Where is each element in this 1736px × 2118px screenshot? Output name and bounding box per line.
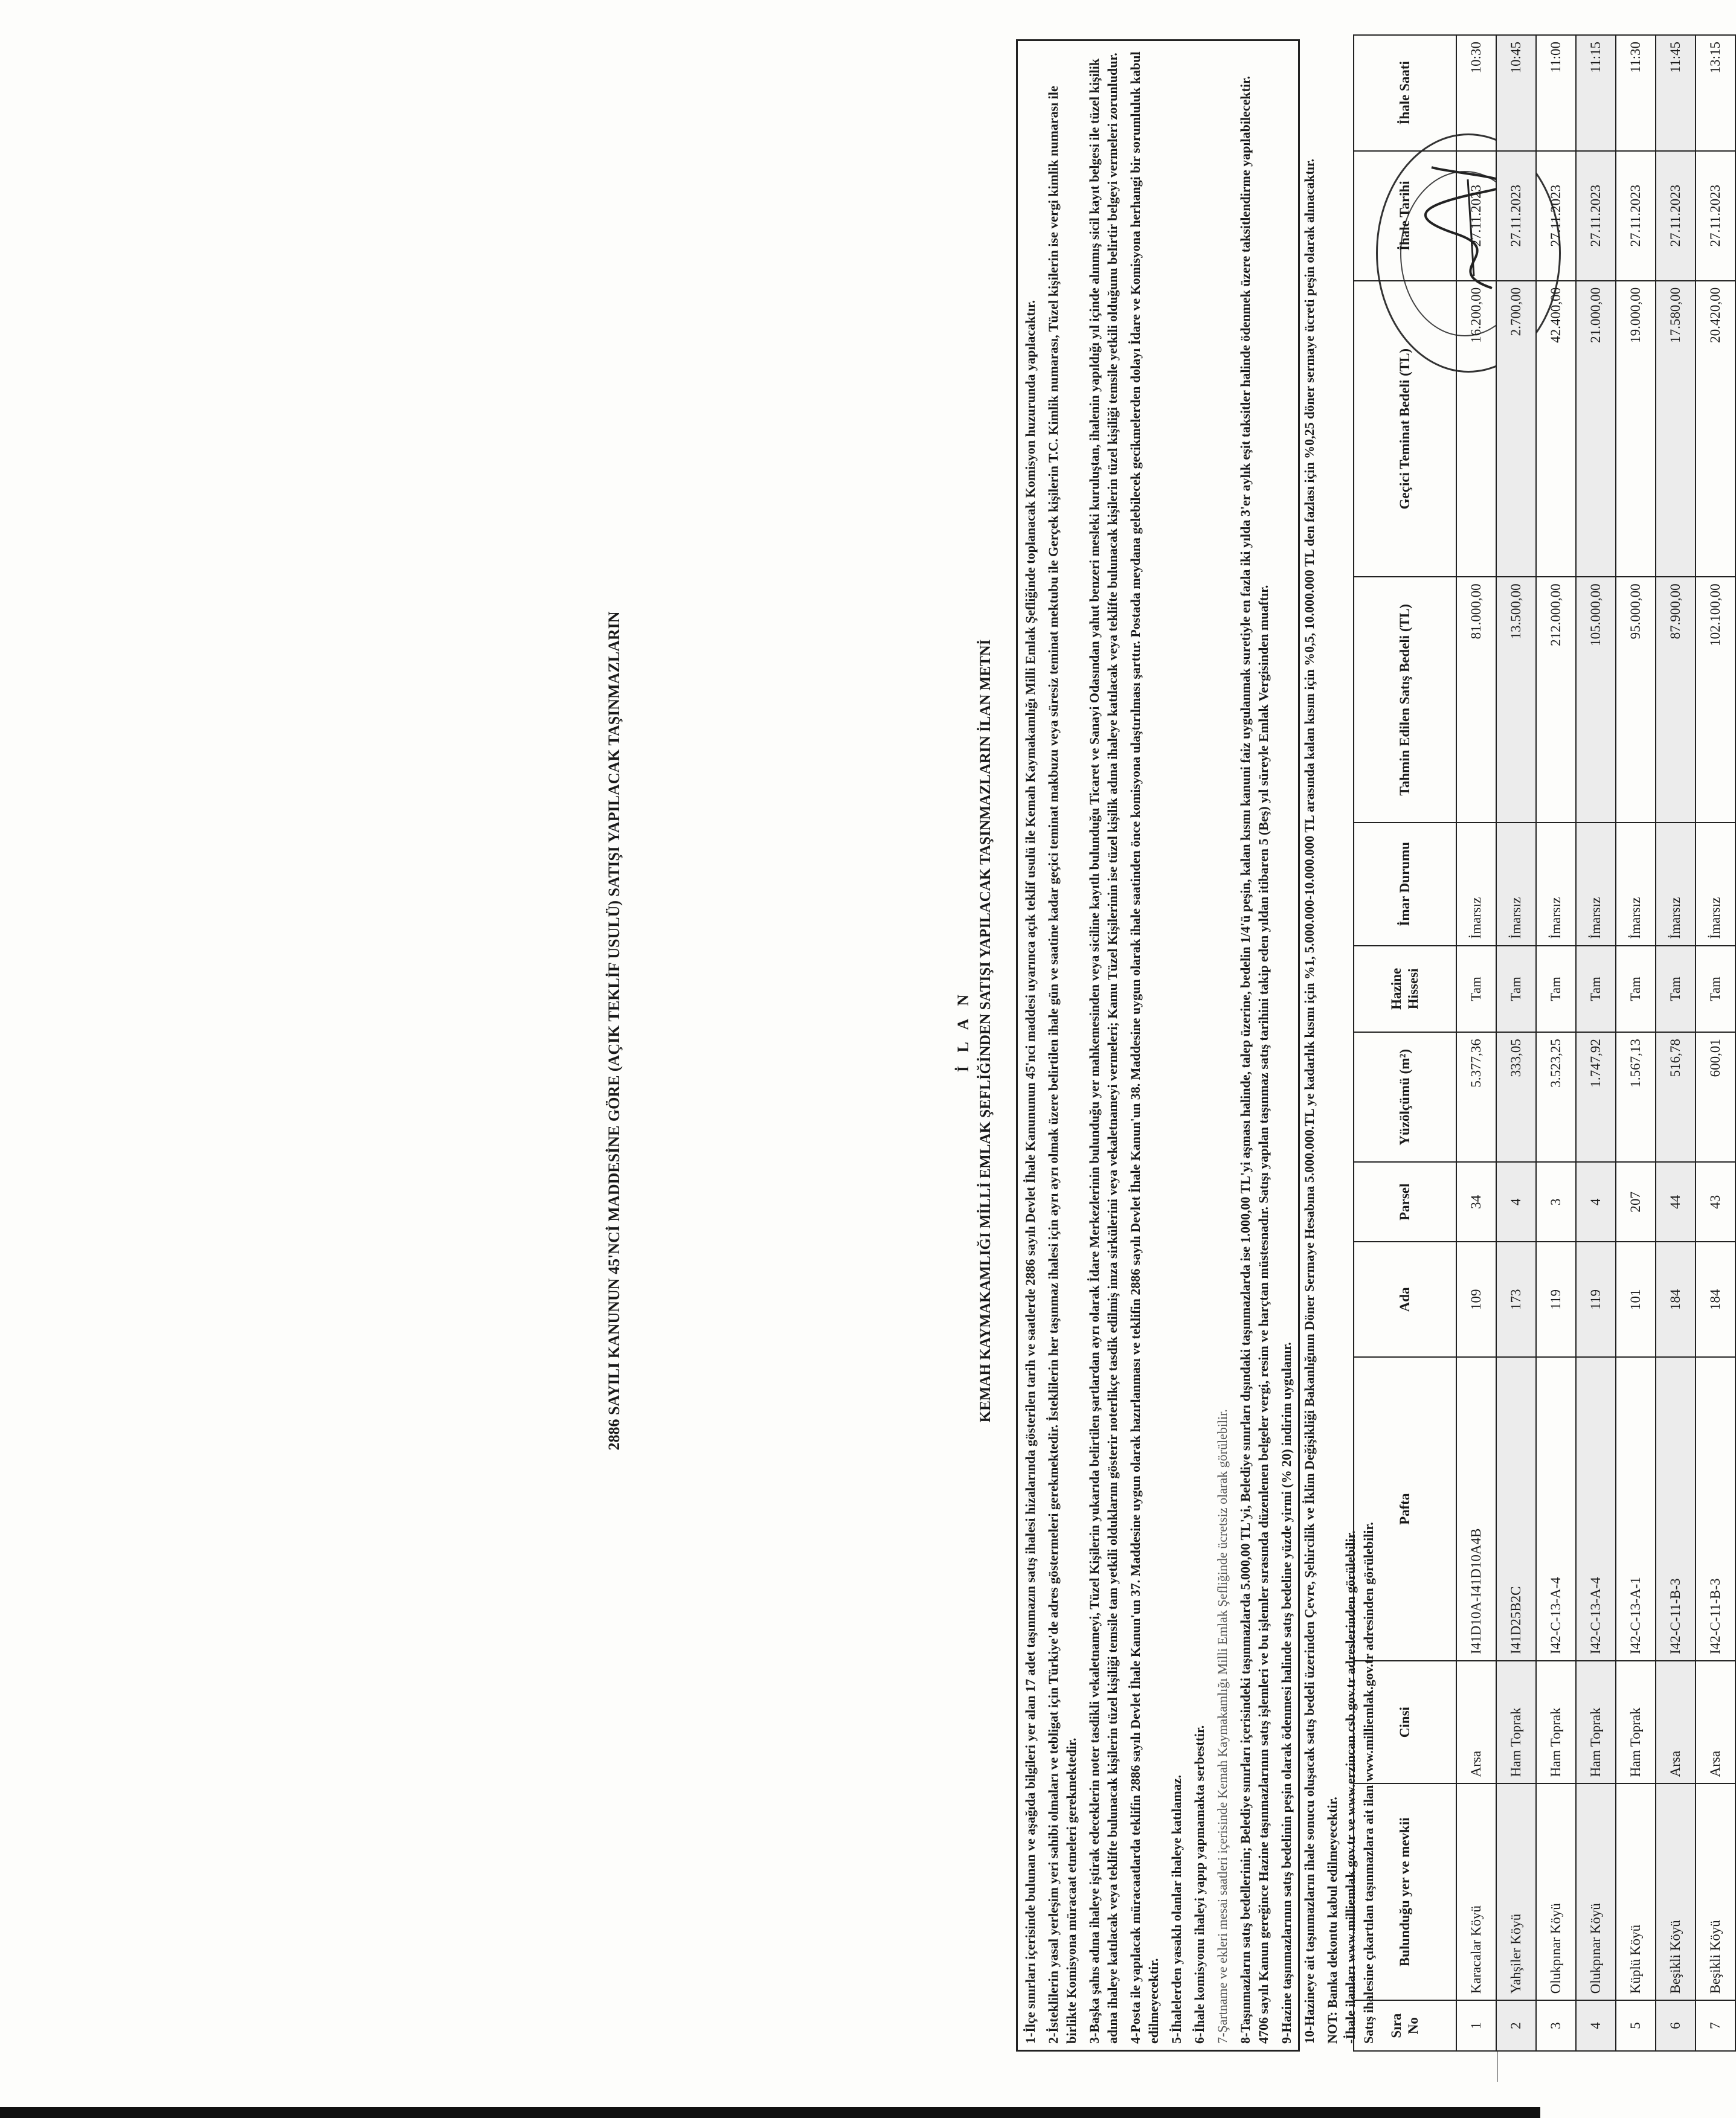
cell-yuzolcumu: 3.523,25 <box>1536 1032 1576 1162</box>
cell-parsel: 34 <box>1456 1162 1496 1242</box>
cell-ada: 109 <box>1456 1242 1496 1357</box>
cell-hisse: Tam <box>1536 946 1576 1033</box>
table-row <box>1656 35 1696 2051</box>
header-teminat: Geçici Teminat Bedeli (TL) <box>1354 281 1456 577</box>
cell-saat: 10:30 <box>1456 35 1496 151</box>
cell-sira: 3 <box>1536 2000 1576 2051</box>
cell-parsel: 3 <box>1536 1162 1576 1242</box>
cell-ada: 184 <box>1656 1242 1696 1357</box>
header-ada: Ada <box>1354 1242 1456 1357</box>
cell-cinsi: Arsa <box>1656 1661 1696 1783</box>
cell-imar: İmarsız <box>1456 823 1496 945</box>
cell-hisse: Tam <box>1656 946 1696 1033</box>
cell-sira: 5 <box>1616 2000 1656 2051</box>
paragraph-1: 1-İlçe sınırları içerisinde bulunan ve aşağıda bilgileri yer alan 17 adet taşınmazın satış ihalesi hizalarında gösterilen tarih ve saatlerde 2886 sayılı Devlet İhale Kanununun 45'nci maddesi uyarınca açık teklif usulü ile Kemah Kaymakamlığı Milli Emlak Şefliğinde toplanacak Komisyon huzurunda yapılacaktır. <box>1023 300 1038 2044</box>
cell-ada: 184 <box>1696 1242 1735 1357</box>
cell-hisse: Tam <box>1696 946 1735 1033</box>
table-row <box>1536 35 1576 2051</box>
cell-pafta: I42-C-11-B-3 <box>1656 1357 1696 1660</box>
cell-cinsi: Ham Toprak <box>1496 1661 1536 1783</box>
header-cinsi: Cinsi <box>1354 1661 1456 1783</box>
cell-yer: Olukpınar Köyü <box>1576 1783 1616 2000</box>
cell-cinsi: Arsa <box>1696 1661 1735 1783</box>
cell-bedel: 102.100,00 <box>1696 577 1735 823</box>
cell-hisse: Tam <box>1576 946 1616 1033</box>
cell-ada: 101 <box>1616 1242 1656 1357</box>
cell-cinsi: Arsa <box>1456 1661 1496 1783</box>
cell-yer: Karacalar Köyü <box>1456 1783 1496 2000</box>
cell-parsel: 4 <box>1496 1162 1536 1242</box>
paragraph-2: 2-İsteklilerin yasal yerleşim yeri sahibi olmaları ve tebligat için Türkiye'de adres göstermeleri gerekmektedir. İsteklilerin her taşınmaz ihalesi için ayrı ayrı olmak üzere belirtilen ihale gün ve saatine kadar geçici teminat makbuzu veya süresiz teminat mektubu ile Gerçek kişilerin T.C. Kimlik numarası, Tüzel kişilerin ise vergi kimlik numarası ile birlikte Komisyona müracaat etmeleri gerekmektedir. <box>1046 86 1079 2044</box>
note-line-1: NOT: Banka dekontu kabul edilmeyecektir. <box>1325 1797 1340 2044</box>
page-subtitle: KEMAH KAYMAKAMLIĞI MİLLİ EMLAK ŞEFLİĞİNDEN SATIŞI YAPILACAK TAŞINMAZLARIN İLAN METNİ <box>977 639 994 1423</box>
cell-bedel: 212.000,00 <box>1536 577 1576 823</box>
cell-cinsi: Ham Toprak <box>1616 1661 1656 1783</box>
cell-teminat: 17.580,00 <box>1656 281 1696 577</box>
cell-imar: İmarsız <box>1536 823 1576 945</box>
table-row <box>1696 35 1735 2051</box>
cell-saat: 10:45 <box>1496 35 1536 151</box>
page-title: İ L A N <box>954 989 972 1073</box>
cell-yuzolcumu: 600,01 <box>1696 1032 1735 1162</box>
header-bedel: Tahmin Edilen Satış Bedeli (TL) <box>1354 577 1456 823</box>
cell-pafta: I42-C-11-B-3 <box>1696 1357 1735 1660</box>
table-row <box>1456 35 1496 2051</box>
property-table <box>1353 34 1736 2052</box>
cell-yer: Beşikli Köyü <box>1696 1783 1735 2000</box>
cell-pafta: I41D25B2C <box>1496 1357 1536 1660</box>
cell-tarih: 27.11.2023 <box>1536 151 1576 281</box>
cell-sira: 2 <box>1496 2000 1536 2051</box>
header-tarih: İhale Tarihi <box>1354 151 1456 281</box>
cell-imar: İmarsız <box>1696 823 1735 945</box>
cell-teminat: 21.000,00 <box>1576 281 1616 577</box>
paragraph-3: 3-Başka şahıs adına ihaleye iştirak edeceklerin noter tasdikli vekaletnameyi, Tüzel Kişilerin yukarıda belirtilen şartlardan ayrı olarak İdare Merkezlerinin bulunduğu yer mahkemesinden veya siciline kayıtlı bulunduğu Ticaret ve Sanayi Odasından yahut benzeri mesleki kuruluştan, ihalenin yapıldığı yıl içinde alınmış sicil kayıt belgesi ile tüzel kişilik adına ihaleye katılacak veya teklifte bulunacak kişilerin tüzel kişiliği temsile tam yetkili olduklarını gösterir noterlikçe tasdik edilmiş imza sirkülerini veya vekaletnameyi vermeleri; Kamu Tüzel Kişilerinin ise tüzel kişilik adına ihaleye katılacak veya teklifte bulunacak kişilerin tüzel kişiliği temsile yetkili olduğunu belirtir belgeyi vermeleri zorunludur. <box>1087 53 1120 2044</box>
cell-cinsi: Ham Toprak <box>1536 1661 1576 1783</box>
cell-pafta: I42-C-13-A-4 <box>1576 1357 1616 1660</box>
cell-tarih: 27.11.2023 <box>1456 151 1496 281</box>
cell-bedel: 87.900,00 <box>1656 577 1696 823</box>
cell-imar: İmarsız <box>1616 823 1656 945</box>
paragraph-4: 4-Posta ile yapılacak müracaatlarda teklifin 2886 sayılı Devlet İhale Kanun'un 37. Maddesine uygun olarak hazırlanması ve teklifin 2886 sayılı Devlet İhale Kanun'un 38. Maddesine uygun olarak ihale saatinden önce komisyona ulaştırılması şarttır. Postada meydana gelebilecek gecikmelerden dolayı İdare ve Komisyona herhangi bir sorumluluk kabul edilmeyecektir. <box>1128 51 1161 2044</box>
cell-bedel: 81.000,00 <box>1456 577 1496 823</box>
cell-sira: 6 <box>1656 2000 1696 2051</box>
header-imar: İmar Durumu <box>1354 823 1456 945</box>
cell-yuzolcumu: 516,78 <box>1656 1032 1696 1162</box>
cell-teminat: 42.400,00 <box>1536 281 1576 577</box>
cell-tarih: 27.11.2023 <box>1496 151 1536 281</box>
cell-parsel: 4 <box>1576 1162 1616 1242</box>
header-yer: Bulunduğu yer ve mevkii <box>1354 1783 1456 2000</box>
paragraph-6: 6-İhale komisyonu ihaleyi yapıp yapmamakta serbesttir. <box>1192 1725 1207 2044</box>
cell-yer: Olukpınar Köyü <box>1536 1783 1576 2000</box>
cell-yuzolcumu: 333,05 <box>1496 1032 1536 1162</box>
cell-tarih: 27.11.2023 <box>1656 151 1696 281</box>
cell-imar: İmarsız <box>1576 823 1616 945</box>
table-title: 2886 SAYILI KANUNUN 45'NCİ MADDESİNE GÖRE (AÇIK TEKLİF USULÜ) SATIŞI YAPILACAK TAŞINMAZLARIN <box>605 611 623 1451</box>
cell-parsel: 207 <box>1616 1162 1656 1242</box>
table-row <box>1496 35 1536 2051</box>
paragraph-5: 5-İhalelerden yasaklı olanlar ihaleye katılamaz. <box>1169 1774 1184 2044</box>
header-saat: İhale Saati <box>1354 35 1456 151</box>
cell-tarih: 27.11.2023 <box>1576 151 1616 281</box>
table-row <box>1576 35 1616 2051</box>
paragraph-10: 10-Hazineye ait taşınmazların ihale sonucu oluşacak satış bedeli üzerinden Çevre, Şehircilik ve İklim Değişikliği Bakanlığının Döner Sermaye Hesabına 5.000.000.TL ye kadarlık kısmı için %1, 5.000.000-10.000.000 TL arasında kalan kısım için %0,5, 10.000.000 TL den fazlası için %0,25 döner sermaye ücreti peşin olarak alınacaktır. <box>1302 158 1317 2044</box>
cell-parsel: 43 <box>1696 1162 1735 1242</box>
cell-saat: 11:45 <box>1656 35 1696 151</box>
cell-saat: 11:15 <box>1576 35 1616 151</box>
cell-parsel: 44 <box>1656 1162 1696 1242</box>
header-parsel: Parsel <box>1354 1162 1456 1242</box>
cell-teminat: 16.200,00 <box>1456 281 1496 577</box>
header-hisse: Hazine Hissesi <box>1354 946 1456 1033</box>
cell-saat: 13:15 <box>1696 35 1735 151</box>
cell-saat: 11:00 <box>1536 35 1576 151</box>
cell-bedel: 13.500,00 <box>1496 577 1536 823</box>
cell-hisse: Tam <box>1496 946 1536 1033</box>
cell-yer: Küplü Köyü <box>1616 1783 1656 2000</box>
cell-pafta: I41D10A-I41D10A4B <box>1456 1357 1496 1660</box>
table-row <box>1616 35 1656 2051</box>
cell-yuzolcumu: 5.377,36 <box>1456 1032 1496 1162</box>
paragraph-9: 9-Hazine taşınmazlarının satış bedelinin peşin olarak ödenmesi halinde satış bedeline yüzde yirmi (% 20) indirim uygulanır. <box>1279 1342 1294 2044</box>
cell-hisse: Tam <box>1456 946 1496 1033</box>
cell-ada: 173 <box>1496 1242 1536 1357</box>
note-line-3: Satış ihalesine çıkartılan taşınmazlara ait ilan www.milliemlak.gov.tr adresinden görülebilir. <box>1361 1522 1376 2044</box>
cell-yer: Yahşiler Köyü <box>1496 1783 1536 2000</box>
cell-yuzolcumu: 1.747,92 <box>1576 1032 1616 1162</box>
cell-tarih: 27.11.2023 <box>1616 151 1656 281</box>
cell-saat: 11:30 <box>1616 35 1656 151</box>
cell-sira: 7 <box>1696 2000 1735 2051</box>
table-header-row <box>1354 35 1456 2051</box>
cell-tarih: 27.11.2023 <box>1696 151 1735 281</box>
cell-ada: 119 <box>1536 1242 1576 1357</box>
cell-sira: 1 <box>1456 2000 1496 2051</box>
cell-teminat: 20.420,00 <box>1696 281 1735 577</box>
cell-sira: 4 <box>1576 2000 1616 2051</box>
header-sira: Sıra No <box>1354 2000 1456 2051</box>
header-pafta: Pafta <box>1354 1357 1456 1660</box>
cell-pafta: I42-C-13-A-4 <box>1536 1357 1576 1660</box>
cell-imar: İmarsız <box>1656 823 1696 945</box>
paragraph-8: 8-Taşınmazların satış bedellerinin; Belediye sınırları içerisindeki taşınmazlarda 5.000,00 TL'yi, Belediye sınırları dışındaki taşınmazlarda ise 1.000,00 TL'yi aşması halinde, talep üzerine, bedelin 1/4'ü peşin, kalan kısmı kanuni faiz uygulanmak suretiyle en fazla iki yılda 3'er aylık eşit taksitler halinde ödenmek üzere taksitlendirme yapılabilecektir. 4706 sayılı Kanun gereğince Hazine taşınmazlarının satış işlemleri ve bu işlemler sırasında düzenlenen belgeler vergi, resim ve harçtan müstesnadır. Satışı yapılan taşınmaz satış tarihini takip eden yıldan itibaren 5 (Beş) yıl süreyle Emlak Vergisinden muaftır. <box>1238 75 1271 2044</box>
cell-imar: İmarsız <box>1496 823 1536 945</box>
header-yuzolcumu: Yüzölçümü (m²) <box>1354 1032 1456 1162</box>
announcement-text-box <box>1016 39 1376 2052</box>
cell-yuzolcumu: 1.567,13 <box>1616 1032 1656 1162</box>
cell-cinsi: Ham Toprak <box>1576 1661 1616 1783</box>
cell-yer: Beşikli Köyü <box>1656 1783 1696 2000</box>
cell-bedel: 105.000,00 <box>1576 577 1616 823</box>
cell-teminat: 19.000,00 <box>1616 281 1656 577</box>
cell-ada: 119 <box>1576 1242 1616 1357</box>
cell-teminat: 2.700,00 <box>1496 281 1536 577</box>
cell-bedel: 95.000,00 <box>1616 577 1656 823</box>
cell-pafta: I42-C-13-A-1 <box>1616 1357 1656 1660</box>
paragraph-7: 7-Şartname ve ekleri mesai saatleri içerisinde Kemah Kaymakamlığı Milli Emlak Şefliğinde ücretsiz olarak görülebilir. <box>1215 1409 1230 2044</box>
cell-hisse: Tam <box>1616 946 1656 1033</box>
note-line-2: -İhale ilanları www.milliemlak.gov.tr ve www.erzincan.csb.gov.tr adreslerinden görülebilir. <box>1343 1530 1358 2044</box>
